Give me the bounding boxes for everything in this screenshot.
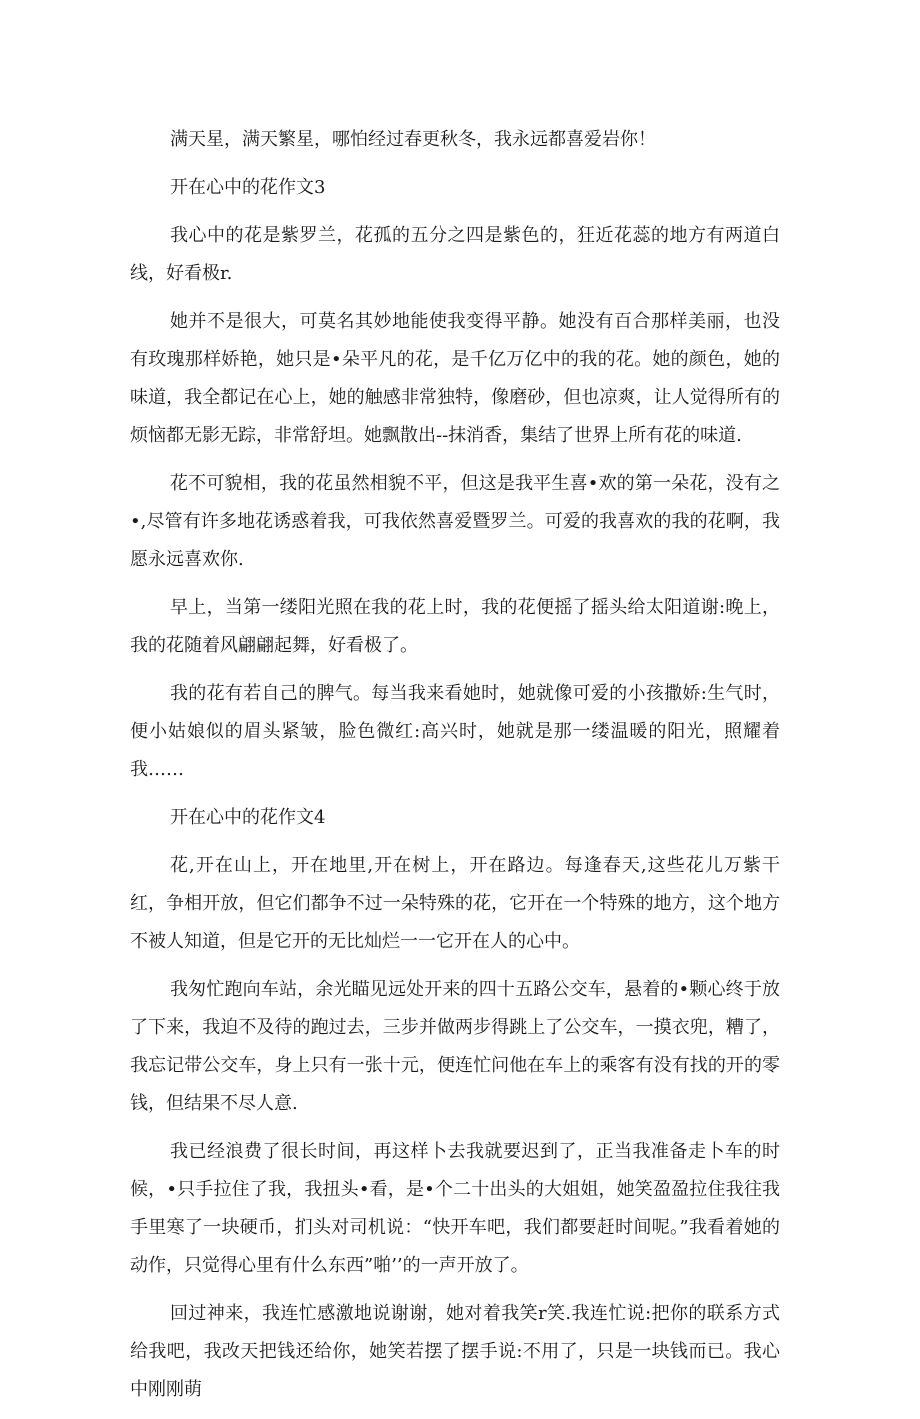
paragraph: 我的花有若自己的脾气。每当我来看她时，她就像可爱的小孩撒娇:生气时，便小姑娘似的眉头紧皱，脸色微红:高兴时，她就是那一缕温暖的阳光，照耀着我…… [130,683,780,780]
essay-body [130,121,780,1419]
section-heading: 开在心中的花作文3 [170,177,326,198]
paragraph: 满天星，满天繁星，哪怕经过春更秋冬，我永远都喜爱岩你！ [170,129,656,150]
paragraph: 我匆忙跑向车站，余光瞄见远处开来的四十五路公交车，悬着的•颗心终于放了下来，我迫不及待的跑过去，三步并做两步得跳上了公交车，一摸衣兜，糟了，我忘记带公交车，身上只有一张十元，便连忙问他在车上的乘客有没有找的开的零钱，但结果不尽人意. [130,979,780,1114]
paragraph: 花,开在山上，开在地里,开在树上，开在路边。每逢春天,这些花儿万紫干红，争相开放，但它们都争不过一朵特殊的花，它开在一个特殊的地方，这个地方不被人知道，但是它开的无比灿烂一一它开在人的心中。 [130,855,780,952]
paragraph: 回过神来，我连忙感激地说谢谢，她对着我笑r笑.我连忙说:把你的联系方式给我吧，我改天把钱还给你，她笑若摆了摆手说:不用了，只是一块钱而已。我心中刚刚萌 [130,1303,780,1400]
paragraph: 早上，当第一缕阳光照在我的花上时，我的花便摇了摇头给太阳道谢:晚上，我的花随着风翩翩起舞，好看极了。 [130,597,780,656]
paragraph: 我已经浪费了很长时间，再这样卜去我就要迟到了，正当我准备走卜车的时候，•只手拉住了我，我扭头•看，是•个二十出头的大姐姐，她笑盈盈拉住我往我手里寒了一块硬币，扪头对司机说：“快开车吧，我们都要赶时间呢。”我看着她的动作，只觉得心里有什么东西”啪’’的一声开放了。 [130,1141,780,1276]
paragraph: 我心中的花是紫罗兰，花孤的五分之四是紫色的，狂近花蕊的地方有两道白线，好看极r. [130,225,780,284]
paragraph: 花不可貌相，我的花虽然相貌不平，但这是我平生喜•欢的第一朵花，没有之•,尽管有许多地花诱惑着我，可我依然喜爱暨罗兰。可爱的我喜欢的我的花啊，我愿永远喜欢你. [130,473,780,570]
paragraph: 她并不是很大，可莫名其妙地能使我变得平静。她没有百合那样美丽，也没有玫瑰那样娇艳，她只是•朵平凡的花，是千亿万亿中的我的花。她的颜色，她的味道，我全都记在心上，她的触感非常独特，像磨砂，但也凉爽，让人觉得所有的烦恼都无影无踪，非常舒坦。她飘散出--抹消香，集结了世界上所有花的味道. [130,311,780,446]
section-heading: 开在心中的花作文4 [170,807,326,828]
